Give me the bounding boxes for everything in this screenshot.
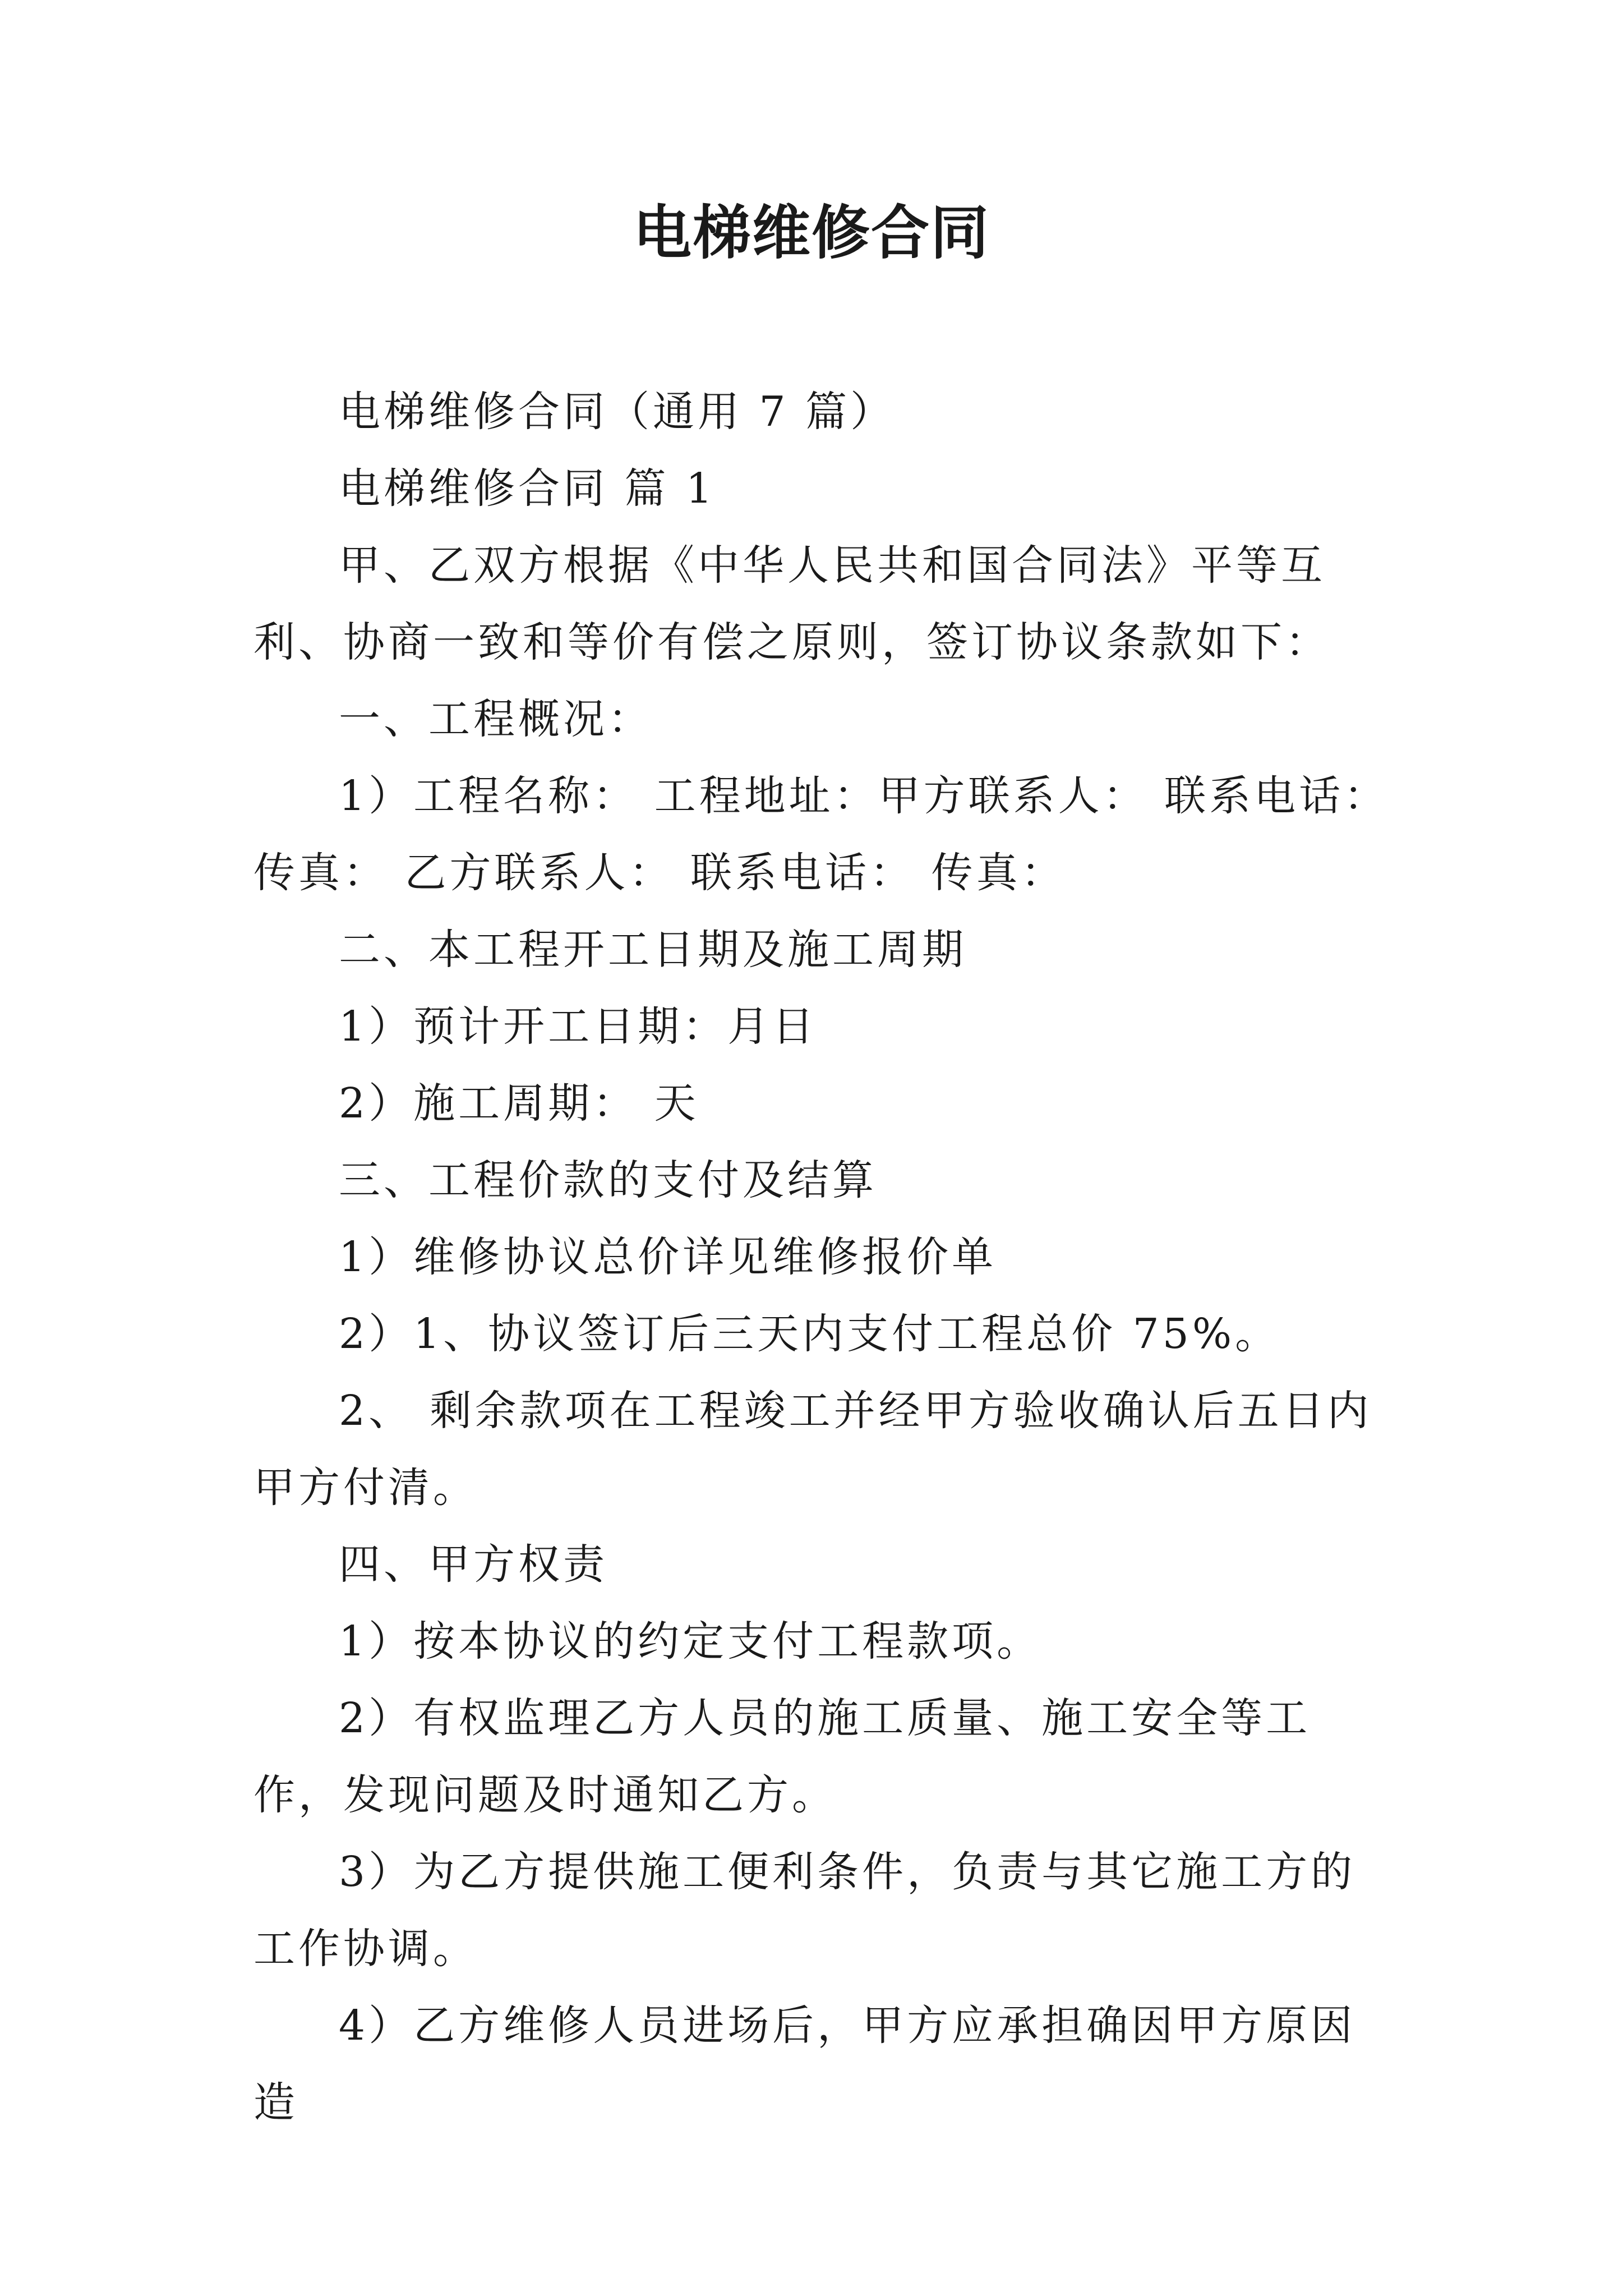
paragraph-party-a-duty-3: 3）为乙方提供施工便利条件，负责与其它施工方的工作协调。 bbox=[253, 1848, 1356, 1973]
paragraph-heading-payment: 三、工程价款的支付及结算 bbox=[339, 1156, 877, 1204]
paragraph-party-a-duty-2: 2）有权监理乙方人员的施工质量、施工安全等工作，发现问题及时通知乙方。 bbox=[253, 1694, 1311, 1819]
paragraph-party-a-duty-4: 4）乙方维修人员进场后，甲方应承担确因甲方原因造 bbox=[253, 2001, 1356, 2127]
paragraph-subtitle: 电梯维修合同（通用 7 篇） bbox=[339, 388, 896, 436]
paragraph-heading-schedule: 二、本工程开工日期及施工周期 bbox=[339, 926, 967, 974]
paragraph-heading-project-overview: 一、工程概况： bbox=[339, 695, 653, 743]
document-title: 电梯维修合同 bbox=[633, 199, 990, 267]
paragraph-remaining-payment: 2、 剩余款项在工程竣工并经甲方验收确认后五日内甲方付清。 bbox=[253, 1387, 1372, 1512]
paragraph-duration: 2）施工周期： 天 bbox=[339, 1079, 699, 1128]
paragraph-preamble: 甲、乙双方根据《中华人民共和国合同法》平等互利、协商一致和等价有偿之原则，签订协议条款如下： bbox=[253, 541, 1330, 666]
document-body bbox=[253, 374, 1391, 2141]
paragraph-first-payment: 2）1、协议签订后三天内支付工程总价 75%。 bbox=[339, 1310, 1280, 1358]
paragraph-heading-party-a: 四、甲方权责 bbox=[339, 1540, 608, 1589]
paragraph-total-price: 1）维修协议总价详见维修报价单 bbox=[339, 1233, 997, 1281]
paragraph-party-a-duty-1: 1）按本协议的约定支付工程款项。 bbox=[339, 1617, 1042, 1665]
paragraph-section-heading: 电梯维修合同 篇 1 bbox=[339, 464, 716, 513]
paragraph-start-date: 1）预计开工日期：月日 bbox=[339, 1002, 818, 1051]
paragraph-project-details: 1）工程名称： 工程地址：甲方联系人： 联系电话：传真： 乙方联系人： 联系电话： 传真： bbox=[253, 772, 1389, 897]
